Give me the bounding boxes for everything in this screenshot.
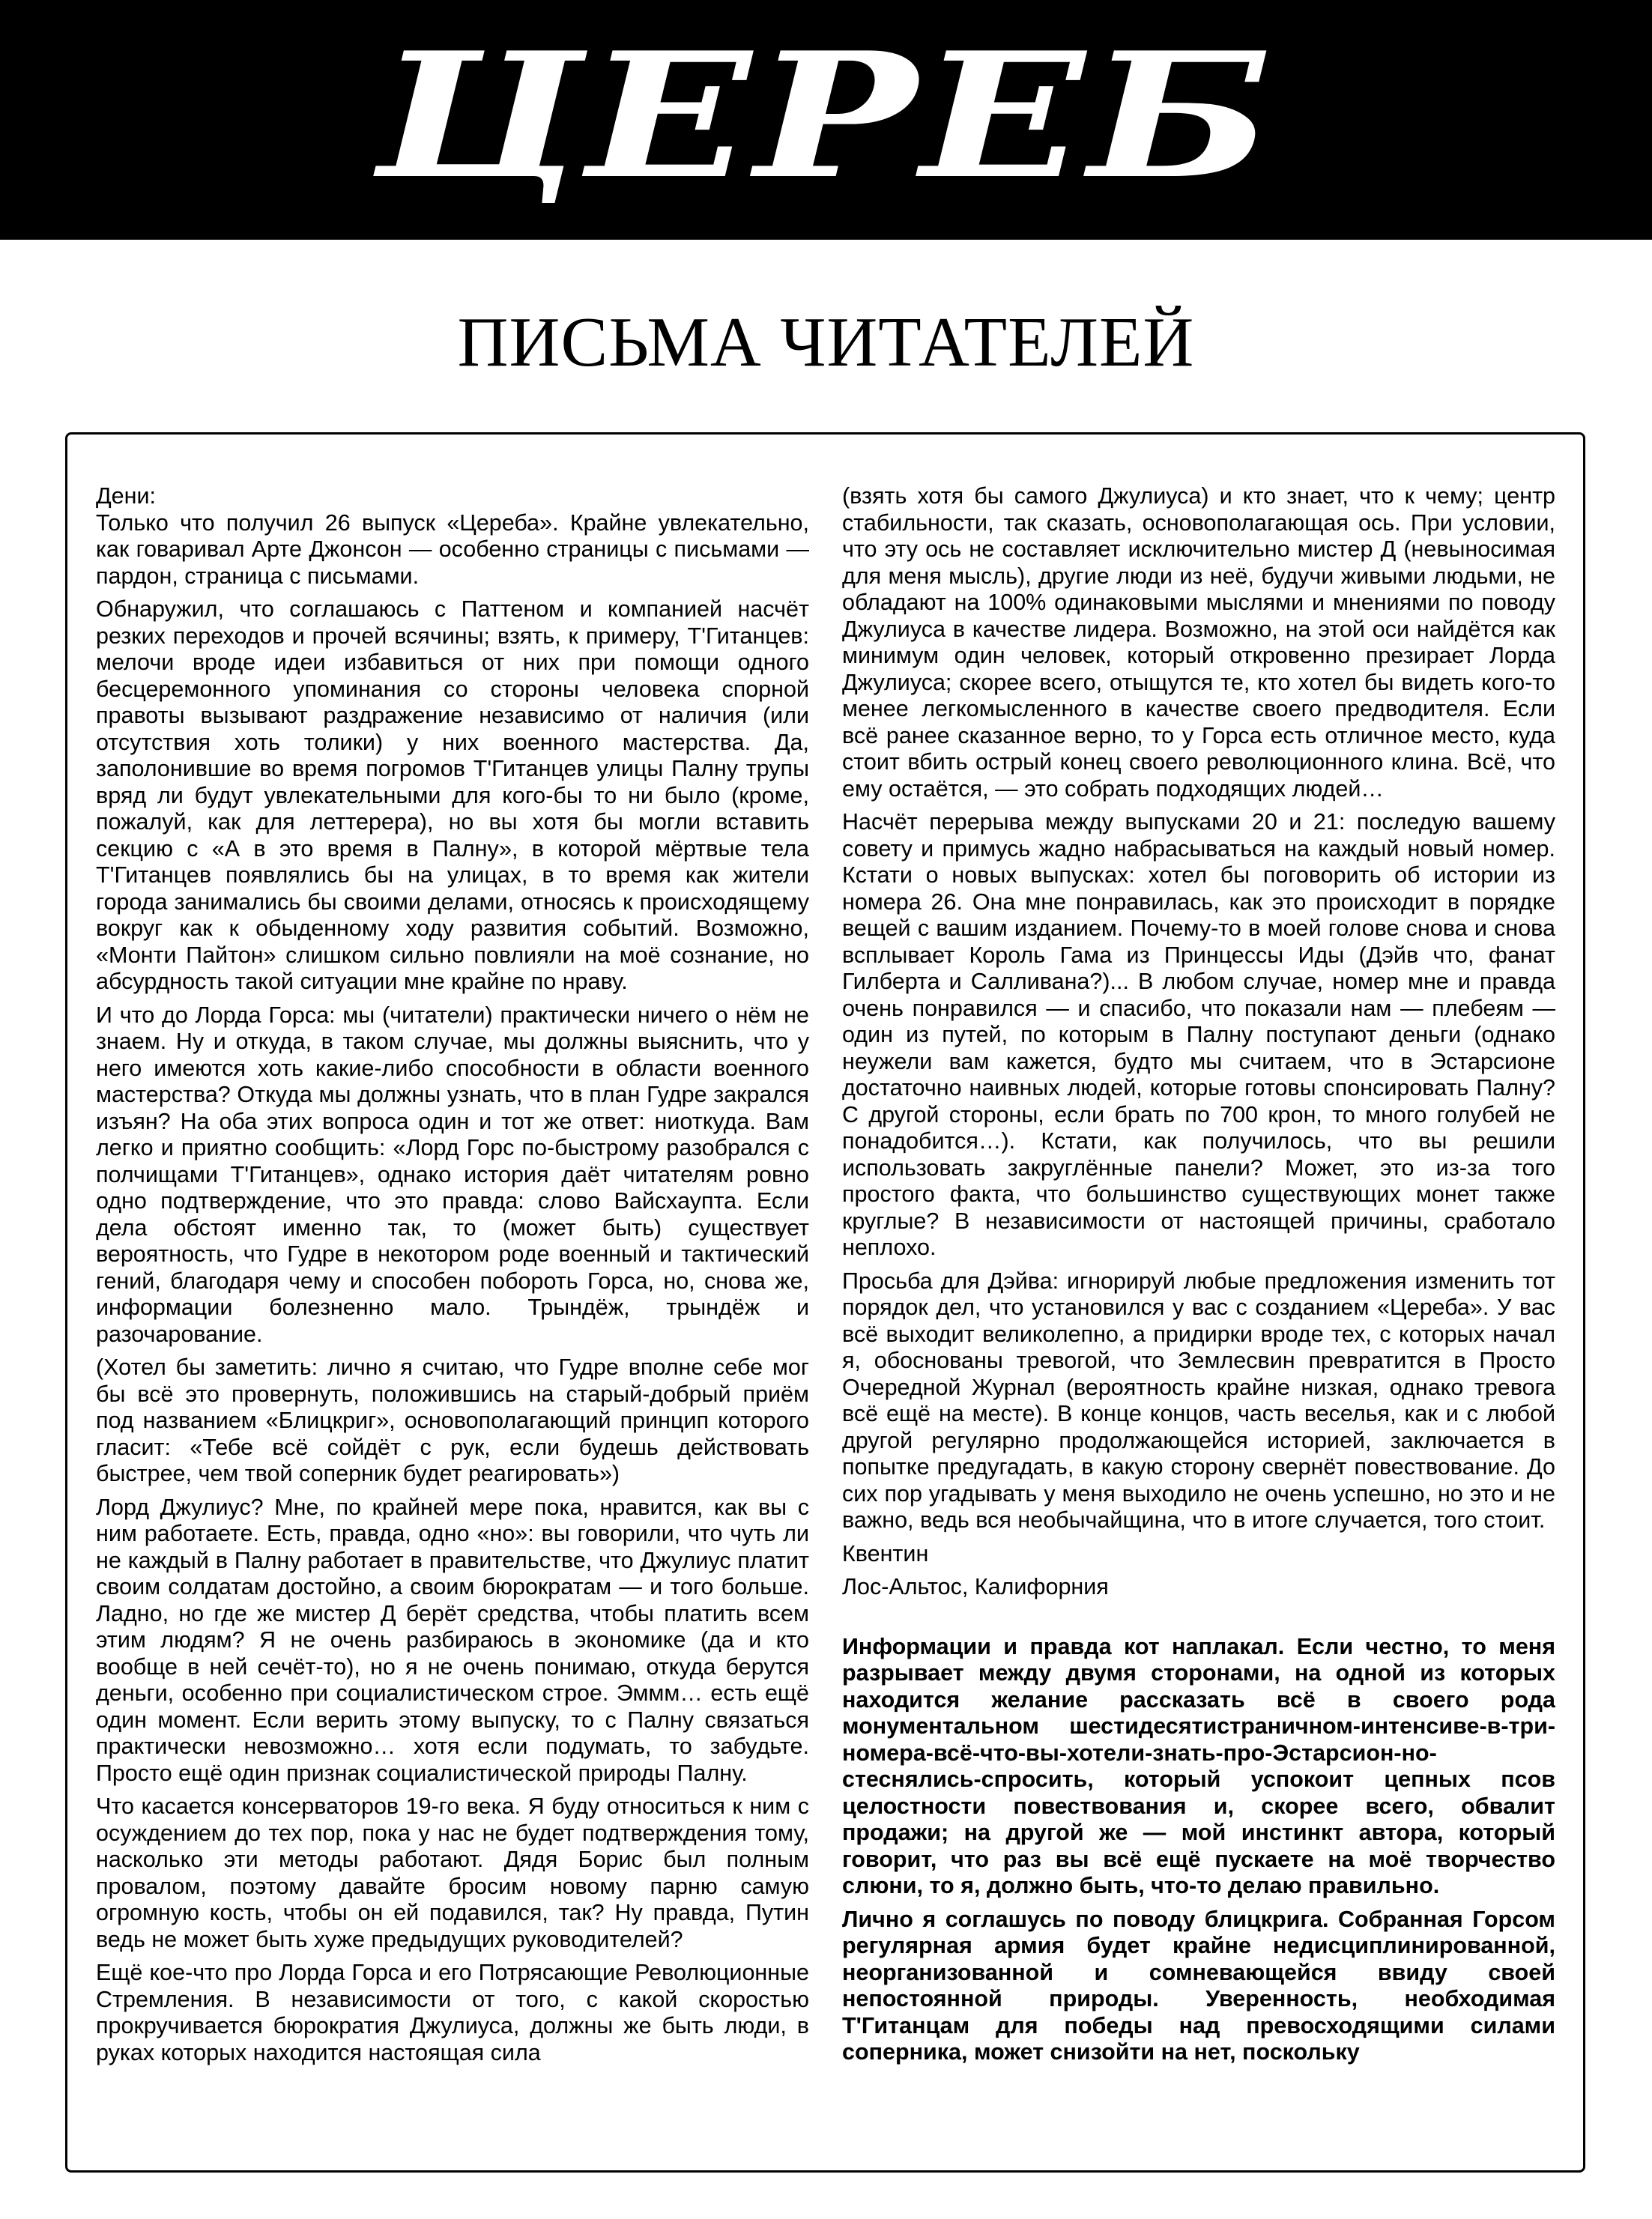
letter-column-right [842,483,1555,2169]
letter-column-left [96,483,809,2169]
letter-paragraph: Просьба для Дэйва: игнорируй любые предложения изменить тот порядок дел, что установился у вас с созданием «Цереба». У вас всё выходит великолепно, а придирки вроде тех, с которых начал я, обоснованы тревогой, что Землесвин превратится в Просто Очередной Журнал (вероятность крайне низкая, однако тревога всё ещё на месте). В конце концов, часть веселья, как и с любой другой регулярно продолжающейся историей, заключается в попытке предугадать, в какую сторону свернёт повествование. До сих пор угадывать у меня выходило не очень успешно, но это и не важно, ведь вся необычайщина, что в итоге случается, того стоит. [842,1268,1555,1533]
letter-paragraph: Ещё кое-что про Лорда Горса и его Потрясающие Революционные Стремления. В независимости от того, с какой скоростью прокручивается бюрократия Джулиуса, должны же быть люди, в руках которых находится настоящая сила [96,1960,809,2065]
editor-reply [842,1634,1555,2066]
magazine-logo-title: ЦЕРЕБ [375,15,1277,217]
letter-paragraph: Обнаружил, что соглашаюсь с Паттеном и компанией насчёт резких переходов и прочей всячины; взять, к примеру, Т'Гитанцев: мелочи вроде идеи избавиться от них при помощи одного бесцеремонного упоминания со стороны человека спорной правоты вызывают раздражение независимо от наличия (или отсутствия хоть толики) у них военного мастерства. Да, заполонившие во время погромов Т'Гитанцев улицы Палну трупы вряд ли будут увлекательными для кого-бы то ни было (кроме, пожалуй, как для леттерера), но вы хотя бы могли вставить секцию с «А в это время в Палну», в которой мёртвые тела Т'Гитанцев появлялись бы на улицах, в то время как жители города занимались бы своими делами, относясь к происходящему вокруг как к обыденному ходу развития событий. Возможно, «Монти Пайтон» слишком сильно повлияли на моё сознание, но абсурдность такой ситуации мне крайне по нраву. [96,596,809,994]
reply-paragraph: Лично я соглашусь по поводу блицкрига. Собранная Горсом регулярная армия будет крайне недисциплинированной, неорганизованной и сомневающейся ввиду своей непостоянной природы. Уверенность, необходимая Т'Гитанцам для победы над превосходящими силами соперника, может снизойти на нет, поскольку [842,1906,1555,2065]
letter-paragraph: (Хотел бы заметить: лично я считаю, что Гудре вполне себе мог бы всё это провернуть, положившись на старый-добрый приём под названием «Блицкриг», основополагающий принцип которого гласит: «Тебе всё сойдёт с рук, если будешь действовать быстрее, чем твой соперник будет реагировать») [96,1354,809,1486]
reply-paragraph: Информации и правда кот наплакал. Если честно, то меня разрывает между двумя сторонами, на одной из которых находится желание рассказать всё в своего рода монументальном шестидесятистраничном-интенсиве-в-три-номера-всё-что-вы-хотели-знать-про-Эстарсион-но-стеснялись-спросить, который успокоит цепных псов целостности повествования и, скорее всего, обвалит продажи; на другой же — мой инстинкт автора, который говорит, что раз вы всё ещё пускаете на моё творчество слюни, то я, должно быть, что-то делаю правильно. [842,1633,1555,1898]
masthead [0,0,1652,240]
letter-paragraph: Только что получил 26 выпуск «Цереба». Крайне увлекательно, как говаривал Арте Джонсон — особенно страницы с письмами — пардон, страница с письмами. [96,509,809,589]
letter-paragraph: Насчёт перерыва между выпусками 20 и 21: последую вашему совету и примусь жадно набрасываться на каждый новый номер. Кстати о новых выпусках: хотел бы поговорить об истории из номера 26. Она мне понравилась, как это происходит в порядке вещей с вашим изданием. Почему-то в моей голове снова и снова всплывает Король Гама из Принцессы Иды (Дэйв что, фанат Гилберта и Салливана?)... В любом случае, номер мне и правда очень понравился — и спасибо, что показали нам — плебеям — один из путей, по которым в Палну поступают деньги (однако неужели вам кажется, будто мы считаем, что в Эстарсионе достаточно наивных людей, которые готовы спонсировать Палну? С другой стороны, если брать по 700 крон, то много голубей не понадобится…). Кстати, как получилось, что вы решили использовать закруглённые панели? Может, это из-за того простого факта, что большинство существующих монет также круглые? В независимости от настоящей причины, сработало неплохо. [842,809,1555,1260]
letter-paragraph: Что касается консерваторов 19-го века. Я буду относиться к ним с осуждением до тех пор, пока у нас не будет подтверждения тому, насколько эти методы работают. Дядя Борис был полным провалом, поэтому давайте бросим новому парню самую огромную кость, чтобы он ей подавился, так? Ну правда, Путин ведь не может быть хуже предыдущих руководителей? [96,1793,809,1952]
letter-paragraph: (взять хотя бы самого Джулиуса) и кто знает, что к чему; центр стабильности, так сказать, основополагающая ось. При условии, что эту ось не составляет исключительно мистер Д (невыносимая для меня мысль), другие люди из неё, будучи живыми людьми, не обладают на 100% одинаковыми мыслями и мнениями по поводу Джулиуса в качестве лидера. Возможно, на этой оси найдётся как минимум один человек, который откровенно презирает Лорда Джулиуса; скорее всего, отыщутся те, кто хотел бы видеть кого-то менее легкомысленного в качестве своего предводителя. Если всё ранее сказанное верно, то у Горса есть отличное место, куда стоит вбить острый конец своего революционного клина. Всё, что ему остаётся, — это собрать подходящих людей… [842,483,1555,802]
letter-paragraph: И что до Лорда Горса: мы (читатели) практически ничего о нём не знаем. Ну и откуда, в таком случае, мы должны выяснить, что у него имеются хоть какие-либо способности в области военного мастерства? Откуда мы должны узнать, что в план Гудре закрался изъян? На оба этих вопроса один и тот же ответ: ниоткуда. Вам легко и приятно сообщить: «Лорд Горс по-быстрому разобрался с полчищами Т'Гитанцев», однако история даёт читателям ровно одно подтверждение, что это правда: слово Вайсхаупта. Если дела обстоят именно так, то (может быть) существует вероятность, что Гудре в некотором роде военный и тактический гений, благодаря чему и способен побороть Горса, но, снова же, информации болезненно мало. Трындёж, трындёж и разочарование. [96,1002,809,1347]
letter-paragraph: Лорд Джулиус? Мне, по крайней мере пока, нравится, как вы с ним работаете. Есть, правда, одно «но»: вы говорили, что чуть ли не каждый в Палну работает в правительстве, что Джулиус платит своим солдатам достойно, а своим бюрократам — и того больше. Ладно, но где же мистер Д берёт средства, чтобы платить всем этим людям? Я не очень разбираюсь в экономике (да и кто вообще в ней сечёт-то), но я не очень понимаю, откуда берутся деньги, особенно при социалистическом строе. Эммм… есть ещё один момент. Если верить этому выпуску, то с Палну связаться практически невозможно… хотя если подумать, то забудьте. Просто ещё один признак социалистической природы Палну. [96,1494,809,1786]
letter-signature: Квентин [842,1540,929,1566]
letter-location: Лос-Альтос, Калифорния [842,1574,1109,1599]
section-title: ПИСЬМА ЧИТАТЕЛЕЙ [457,303,1195,381]
letter-greeting: Дени: [96,483,156,509]
